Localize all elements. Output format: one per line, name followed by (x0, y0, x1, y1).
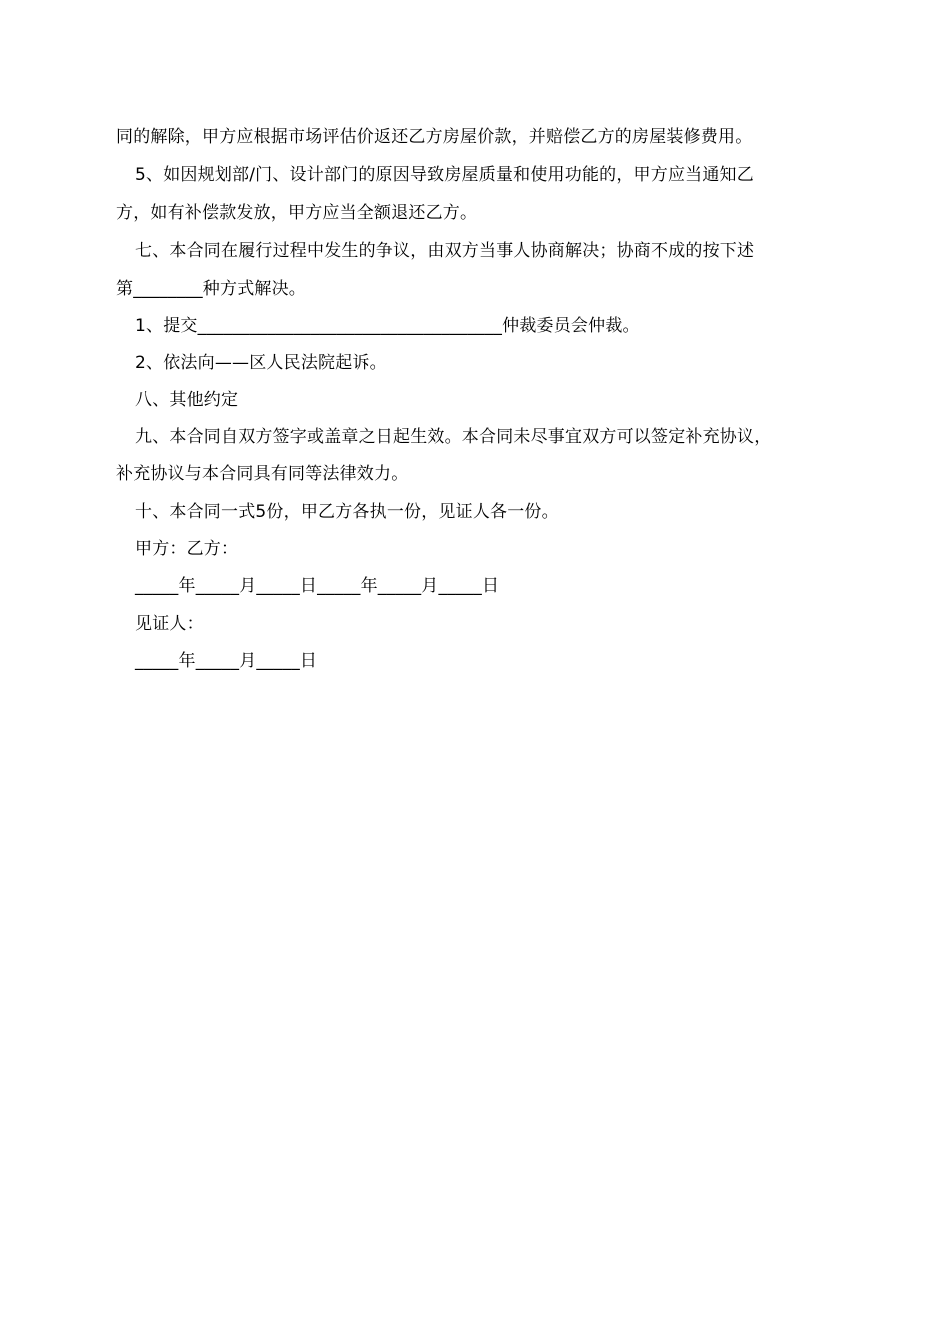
text-line: 同的解除，甲方应根据市场评估价返还乙方房屋价款，并赔偿乙方的房屋装修费用。 (116, 127, 753, 147)
text-line: 七、本合同在履行过程中发生的争议，由双方当事人协商解决；协商不成的按下述 (135, 241, 755, 261)
text-line: 方，如有补偿款发放，甲方应当全额退还乙方。 (116, 203, 478, 223)
signature-label: 甲方：乙方： (135, 539, 239, 559)
witness-label: 见证人： (135, 614, 204, 634)
text-line: 十、本合同一式5份，甲乙方各执一份，见证人各一份。 (135, 502, 559, 522)
text-line: 5、如因规划部/门、设计部门的原因导致房屋质量和使用功能的，甲方应当通知乙 (135, 165, 754, 185)
date-blanks: _____年_____月_____日_____年_____月_____日 (135, 576, 500, 596)
text-line: 第________种方式解决。 (116, 279, 306, 299)
witness-date-blanks: _____年_____月_____日 (135, 651, 318, 671)
text-line: 八、其他约定 (135, 390, 239, 410)
text-line: 2、依法向——区人民法院起诉。 (135, 353, 387, 373)
text-line: 补充协议与本合同具有同等法律效力。 (116, 464, 409, 484)
text-line: 1、提交___________________________________仲裁委员会仲裁。 (135, 316, 640, 336)
text-line: 九、本合同自双方签字或盖章之日起生效。本合同未尽事宜双方可以签定补充协议， (135, 427, 772, 447)
